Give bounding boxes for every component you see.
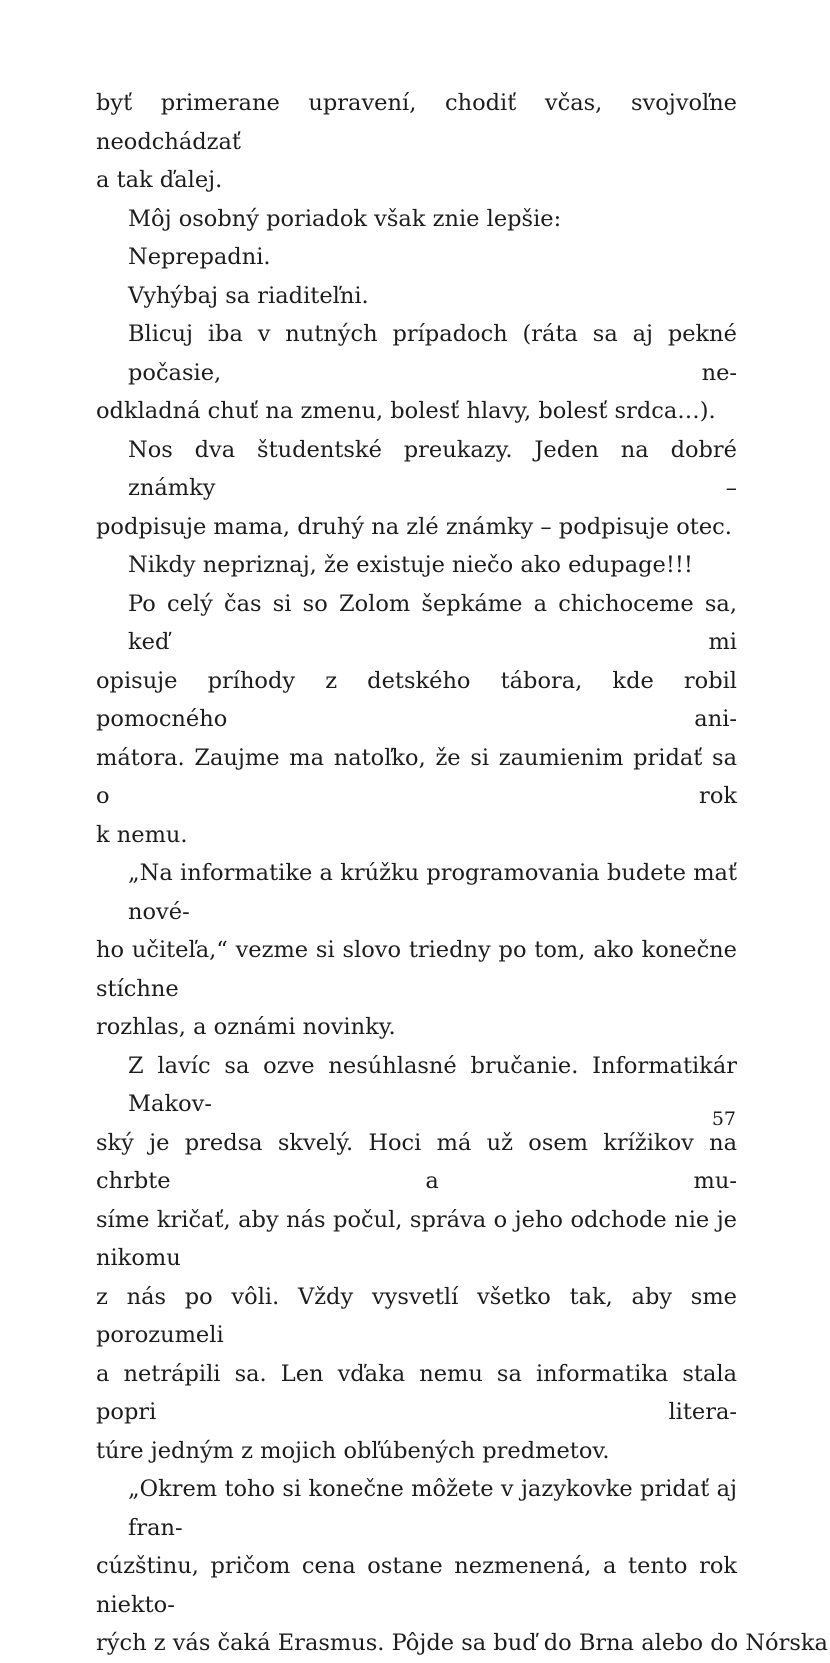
paragraph: [96, 546, 737, 585]
paragraph: [96, 1047, 737, 1471]
text-line: opisuje príhody z detského tábora, kde robil pomocného ani-: [96, 667, 737, 732]
text-line: Nos dva študentské preukazy. Jeden na dobré známky –: [128, 436, 737, 501]
text-line: „Na informatike a krúžku programovania budete mať nové-: [128, 860, 737, 925]
paragraph: [96, 431, 737, 547]
paragraph: [96, 854, 737, 1047]
text-line: Po celý čas si so Zolom šepkáme a chichoceme sa, keď mi: [128, 590, 737, 655]
page-number: 57: [711, 1108, 736, 1130]
paragraph: [96, 200, 737, 239]
paragraph: [96, 315, 737, 431]
text-line: rozhlas, a oznámi novinky.: [96, 1014, 396, 1040]
book-page-text: [96, 84, 828, 1663]
text-line: mátora. Zaujme ma natoľko, že si zaumienim pridať sa o rok: [96, 744, 737, 809]
text-line: Neprepadni.: [128, 244, 271, 270]
text-line: Môj osobný poriadok však znie lepšie:: [128, 205, 562, 232]
paragraph: [96, 84, 737, 200]
paragraph: [96, 277, 737, 316]
text-line: Vyhýbaj sa riaditeľni.: [128, 282, 369, 309]
paragraph: [96, 238, 737, 277]
paragraph: [96, 585, 737, 855]
text-line: odkladná chuť na zmenu, bolesť hlavy, bolesť srdca…).: [96, 398, 716, 424]
text-line: ský je predsa skvelý. Hoci má už osem krížikov na chrbte a mu-: [96, 1129, 737, 1194]
text-line: a netrápili sa. Len vďaka nemu sa informatika stala popri litera-: [96, 1360, 737, 1425]
text-line: síme kričať, aby nás počul, správa o jeho odchode nie je nikomu: [96, 1206, 737, 1271]
text-line: k nemu.: [96, 821, 188, 848]
text-line: byť primerane upravení, chodiť včas, svojvoľne neodchádzať: [96, 90, 737, 155]
text-line: „Okrem toho si konečne môžete v jazykovke pridať aj fran-: [128, 1476, 737, 1541]
paragraph: [96, 1470, 828, 1663]
text-line: a tak ďalej.: [96, 167, 223, 193]
text-line: Z lavíc sa ozve nesúhlasné bručanie. Informatikár Makov-: [128, 1052, 737, 1117]
text-line: Nikdy nepriznaj, že existuje niečo ako edupage!!!: [128, 552, 693, 578]
text-line: túre jedným z mojich obľúbených predmetov.: [96, 1437, 610, 1464]
text-line: z nás po vôli. Vždy vysvetlí všetko tak, aby sme porozumeli: [96, 1283, 737, 1348]
text-line: cúzštinu, pričom cena ostane nezmenená, a tento rok niekto-: [96, 1553, 737, 1618]
text-line: rých z vás čaká Erasmus. Pôjde sa buď do Brna alebo do Nórska: [96, 1630, 828, 1656]
text-line: Blicuj iba v nutných prípadoch (ráta sa aj pekné počasie, ne-: [128, 321, 737, 386]
text-line: ho učiteľa,“ vezme si slovo triedny po tom, ako konečne stíchne: [96, 937, 737, 1002]
text-line: podpisuje mama, druhý na zlé známky – podpisuje otec.: [96, 513, 732, 540]
